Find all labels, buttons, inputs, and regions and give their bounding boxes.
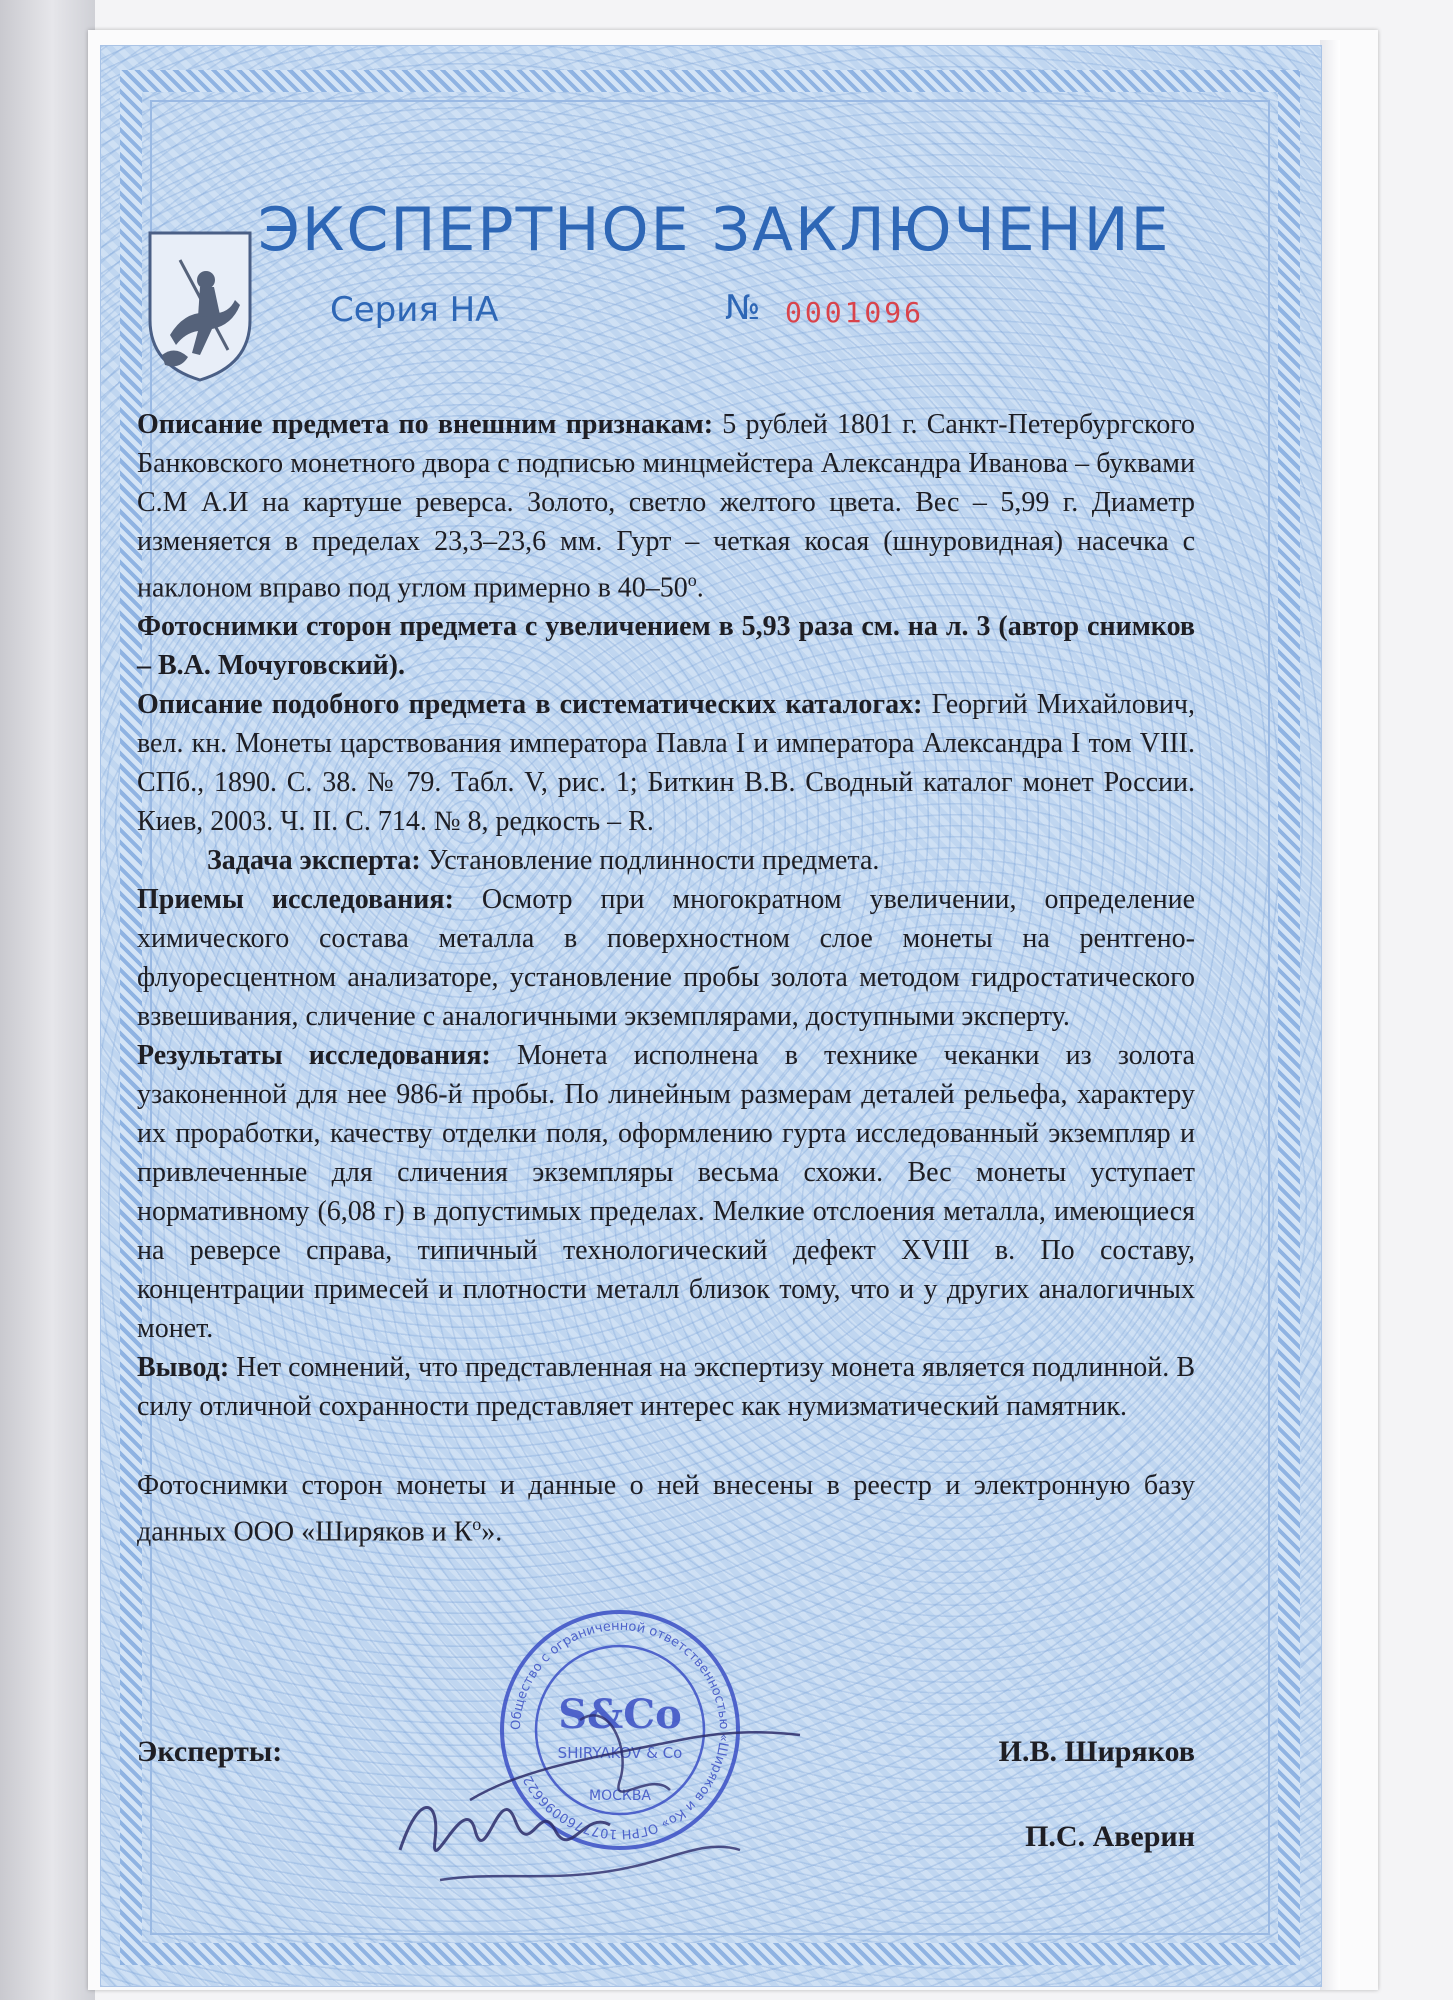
catalogs-label: Описание подобного предмета в систематических каталогах: [137,689,923,721]
methods-label: Приемы исследования: [137,884,454,916]
number-sign: № [725,288,761,328]
conclusion-label: Вывод: [137,1352,230,1384]
registry-sup: о [472,1514,482,1535]
description-text: 5 рублей 1801 г. Санкт-Петербургского Банковского монетного двора с подписью минцмейстера Александра Иванова – буквами С.М А.И на картуше реверса. Золото, светло желтого цвета. Вес – 5,99 г. Диаметр изменяется в пределах 23,3–23,6 мм. Гурт – четкая косая (шнуровидная) насечка с наклоном вправо под углом примерно в 40–50 [137,409,1196,604]
page-edge [1320,40,1340,1990]
photos-label: Фотоснимки сторон предмета с увеличением в 5,93 раза см. на л. 3 (автор снимков – В.А. Мочуговский). [137,611,1195,682]
photos-paragraph [137,607,1195,685]
results-text: Монета исполнена в технике чеканки из золота узаконенной для нее 986-й пробы. По линейным размерам деталей рельефа, характеру их проработки, качеству отделки поля, оформлению гурта исследованный экземпляр и привлеченные для сличения экземпляры весьма схожи. Вес монеты уступает нормативному (6,08 г) в допустимых пределах. Мелкие отслоения металла, имеющиеся на реверсе справа, типичный технологический дефект XVIII в. По составу, концентрации примесей и плотности металл близок тому, что и у других аналогичных монет. [137,1040,1195,1345]
series-label: Серия НА [330,290,499,330]
seal-center-text: S&Co [558,1691,682,1738]
registry-end: ». [481,1516,503,1548]
handwritten-signatures [380,1680,810,1910]
methods-text: Осмотр при многократном увеличении, определение химического состава металла в поверхностном слое монеты на рентгено-флуоресцентном анализаторе, установление пробы золота методом гидростатического взвешивания, сличение с аналогичными экземплярами, доступными эксперту. [137,884,1195,1033]
results-paragraph [137,1036,1195,1348]
description-paragraph [137,405,1195,607]
conclusion-text: Нет сомнений, что представленная на экспертизу монета является подлинной. В силу отличной сохранности представляет интерес как нумизматический памятник. [137,1352,1195,1423]
registry-text: Фотоснимки сторон монеты и данные о ней внесены в реестр и электронную базу данных ООО «Ширяков и К [137,1470,1195,1548]
certificate-body [137,405,1195,1552]
degree-mark: о [687,570,697,590]
moscow-coat-of-arms-icon [140,225,260,385]
task-label: Задача эксперта: [207,845,421,877]
description-end: . [696,572,704,604]
experts-label: Эксперты: [137,1735,283,1768]
description-label: Описание предмета по внешним признакам: [137,409,714,440]
catalogs-text: Георгий Михайлович, вел. кн. Монеты царствования императора Павла I и императора Александра I том VIII. СПб., 1890. С. 38. № 79. Табл. V, рис. 1; Биткин В.В. Сводный каталог монет России. Киев, 2003. Ч. II. С. 714. № 8, редкость – R. [137,689,1195,838]
seal-city-text: МОСКВА [589,1788,651,1804]
binder-strip [0,0,95,2000]
paragraph-gap [137,1426,1195,1466]
expert-name-2: П.С. Аверин [1025,1820,1195,1853]
results-label: Результаты исследования: [137,1040,491,1072]
methods-paragraph [137,880,1195,1036]
registry-paragraph [137,1466,1195,1551]
seal-band-text: SHIRYAKOV & Co [557,1744,683,1762]
conclusion-paragraph [137,1348,1195,1426]
document-title: ЭКСПЕРТНОЕ ЗАКЛЮЧЕНИЕ [258,195,1171,265]
catalogs-paragraph [137,685,1195,841]
seal-ring-text: Общество с ограниченной ответственностью «Ширяков и Ко» ОГРН 1077760096622 [508,1618,732,1842]
certificate-number: 0001096 [785,296,925,329]
task-paragraph [137,841,1195,880]
expert-name-1: И.В. Ширяков [998,1735,1195,1768]
task-text: Установление подлинности предмета. [420,845,880,877]
